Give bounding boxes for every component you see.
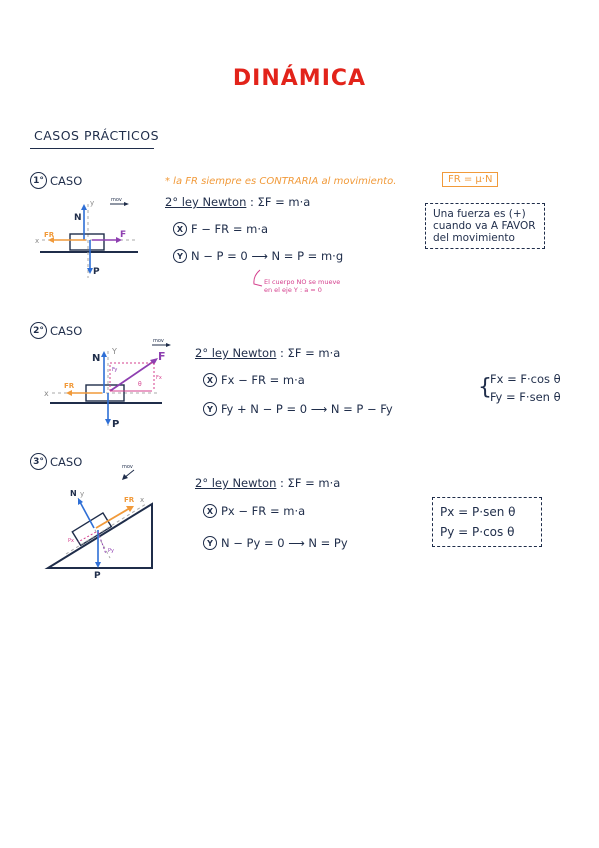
p-label: P [93, 267, 100, 277]
friction-formula-box: FR = μ·N [442, 172, 498, 187]
fy-formula: Fy = F·sen θ [490, 390, 561, 404]
case-number-badge: 3° [30, 453, 47, 470]
y-label: y [80, 490, 85, 498]
newton-law-case2: 2° ley Newton : ΣF = m·a [195, 346, 341, 360]
f-label: F [120, 230, 127, 240]
fr-label: FR [44, 231, 55, 239]
p-label: P [112, 419, 120, 430]
page-title: DINÁMICA [232, 66, 367, 91]
section-underline [30, 148, 154, 149]
n-label: N [74, 213, 82, 223]
x-axis-icon: X [203, 373, 217, 387]
y-axis-icon: Y [203, 536, 217, 550]
positive-force-note: Una fuerza es (+) cuando va A FAVOR del movimiento [425, 203, 545, 249]
px-label: Px [68, 538, 74, 544]
px-formula: Px = P·sen θ [440, 505, 516, 519]
section-heading: CASOS PRÁCTICOS [34, 128, 160, 143]
mov-label: mov [111, 197, 122, 203]
equation-y-case3: Y N − Py = 0 ⟶ N = Py [203, 536, 348, 550]
equation-x-case2: X Fx − FR = m·a [203, 373, 305, 387]
mov-label: mov [122, 464, 133, 470]
equation-y-case2: Y Fy + N − P = 0 ⟶ N = P − Fy [203, 402, 393, 416]
case-2-diagram [40, 333, 180, 433]
x-label: x [140, 496, 145, 504]
newton-law-case3: 2° ley Newton : ΣF = m·a [195, 476, 341, 490]
case-3-diagram [40, 458, 160, 583]
x-label: x [35, 237, 40, 245]
y-axis-icon: Y [203, 402, 217, 416]
friction-note: * la FR siempre es CONTRARIA al movimiento. [165, 176, 397, 187]
applied-force-arrow [110, 361, 154, 391]
x-label: x [44, 389, 49, 398]
case-label: CASO [50, 454, 83, 469]
equation-y-case1: Y N − P = 0 ⟶ N = P = m·g [173, 249, 343, 263]
case-1-diagram [30, 192, 145, 284]
x-axis-icon: X [203, 504, 217, 518]
f-label: F [158, 350, 166, 363]
fr-label: FR [124, 496, 135, 504]
fx-label: Fx [156, 375, 162, 381]
y-axis-icon: Y [173, 249, 187, 263]
fy-label: Fy [112, 367, 118, 373]
pink-note-arrow [250, 268, 264, 290]
py-label: Py [108, 548, 114, 554]
case-label: CASO [50, 173, 83, 188]
fx-formula: Fx = F·cos θ [490, 372, 561, 386]
pink-note: El cuerpo NO se mueve en el eje Y : a = 0 [264, 278, 341, 294]
newton-law-case1: 2° ley Newton : ΣF = m·a [165, 195, 311, 209]
n-label: N [70, 489, 77, 498]
n-label: N [92, 353, 101, 364]
y-label: Y [112, 347, 117, 356]
y-label: y [90, 199, 95, 207]
p-label: P [94, 571, 101, 581]
theta-label: θ [138, 381, 142, 388]
equation-x-case3: X Px − FR = m·a [203, 504, 305, 518]
equation-x-case1: X F − FR = m·a [173, 222, 268, 236]
incline [48, 504, 152, 568]
fr-label: FR [64, 382, 75, 390]
case-number-badge: 1° [30, 172, 47, 189]
py-formula: Py = P·cos θ [440, 525, 515, 539]
mov-label: mov [153, 338, 164, 344]
case-1-heading [30, 172, 82, 189]
x-axis-icon: X [173, 222, 187, 236]
normal-force-arrow [80, 502, 94, 528]
case-label: CASO [50, 323, 83, 338]
px-py-formula-box [432, 497, 542, 547]
case-number-badge: 2° [30, 322, 47, 339]
brace-icon: { [478, 375, 492, 400]
block [70, 234, 104, 250]
